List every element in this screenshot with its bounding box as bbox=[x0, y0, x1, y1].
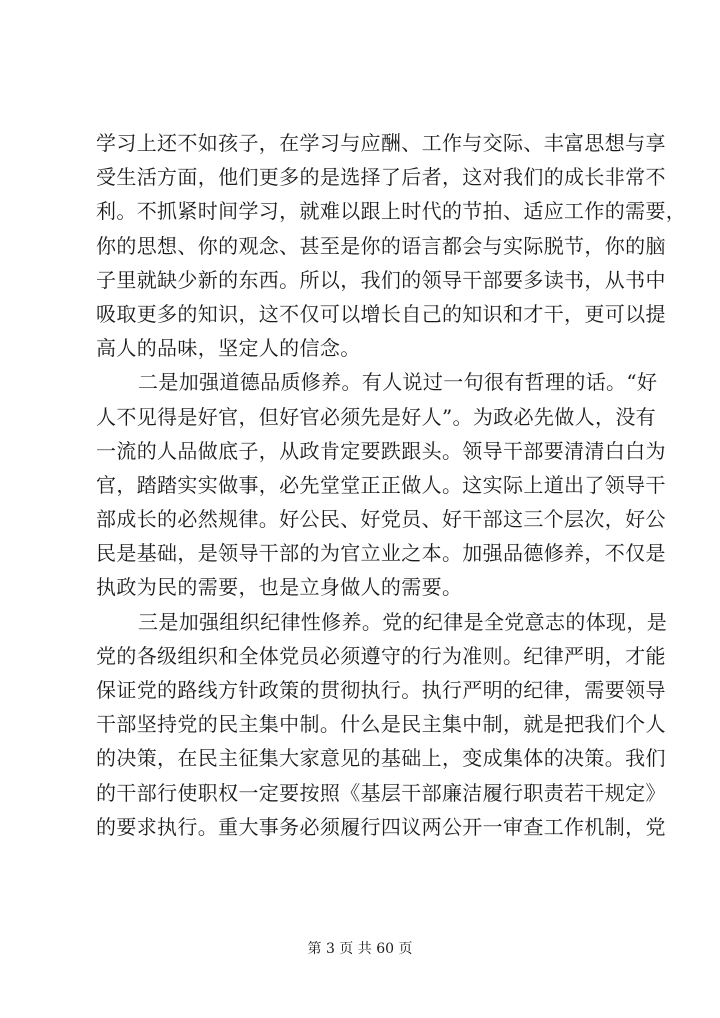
text-line: 学习上还不如孩子，在学习与应酬、工作与交际、丰富思想与享 bbox=[96, 131, 666, 155]
text-line: 你的思想、你的观念、甚至是你的语言都会与实际脱节，你的脑 bbox=[96, 233, 666, 258]
text-line: 一流的人品做底子，从政肯定要跌跟头。领导干部要清清白白为 bbox=[96, 438, 666, 463]
paragraph-2 bbox=[96, 365, 666, 604]
text-line: 吸取更多的知识，这不仅可以增长自己的知识和才干，更可以提 bbox=[96, 301, 666, 326]
document-body bbox=[96, 126, 687, 844]
paragraph-3 bbox=[96, 605, 666, 844]
text-line: 高人的品味，坚定人的信念。 bbox=[96, 336, 361, 361]
text-line: 三是加强组织纪律性修养。党的纪律是全党意志的体现，是 bbox=[138, 609, 668, 634]
text-line: 的要求执行。重大事务必须履行四议两公开一审查工作机制，党 bbox=[96, 814, 666, 839]
text-line: 二是加强道德品质修养。有人说过一句很有哲理的话。“好 bbox=[138, 370, 658, 395]
page-number: 第 3 页 共 60 页 bbox=[307, 941, 413, 957]
text-line: 受生活方面，他们更多的是选择了后者，这对我们的成长非常不 bbox=[96, 165, 666, 190]
text-line: 子里就缺少新的东西。所以，我们的领导干部要多读书，从书中 bbox=[96, 267, 666, 292]
text-line: 民是基础，是领导干部的为官立业之本。加强品德修养，不仅是 bbox=[96, 541, 666, 566]
text-line: 部成长的必然规律。好公民、好党员、好干部这三个层次，好公 bbox=[96, 507, 666, 532]
text-line: 的干部行使职权一定要按照《基层干部廉洁履行职责若干规定》 bbox=[96, 780, 666, 805]
text-line: 干部坚持党的民主集中制。什么是民主集中制，就是把我们个人 bbox=[96, 712, 666, 737]
text-line: 保证党的路线方针政策的贯彻执行。执行严明的纪律，需要领导 bbox=[96, 678, 666, 702]
page-footer bbox=[0, 938, 720, 958]
text-line: 官，踏踏实实做事，必先堂堂正正做人。这实际上道出了领导干 bbox=[96, 472, 666, 497]
text-line: 利。不抓紧时间学习，就难以跟上时代的节拍、适应工作的需要， bbox=[96, 199, 687, 224]
text-line: 人不见得是好官，但好官必须先是好人”。为政必先做人，没有 bbox=[96, 404, 657, 429]
text-line: 党的各级组织和全体党员必须遵守的行为准则。纪律严明，才能 bbox=[96, 643, 666, 668]
text-line: 的决策，在民主征集大家意见的基础上，变成集体的决策。我们 bbox=[96, 746, 666, 771]
paragraph-1 bbox=[96, 126, 687, 365]
text-line: 执政为民的需要，也是立身做人的需要。 bbox=[96, 575, 463, 600]
